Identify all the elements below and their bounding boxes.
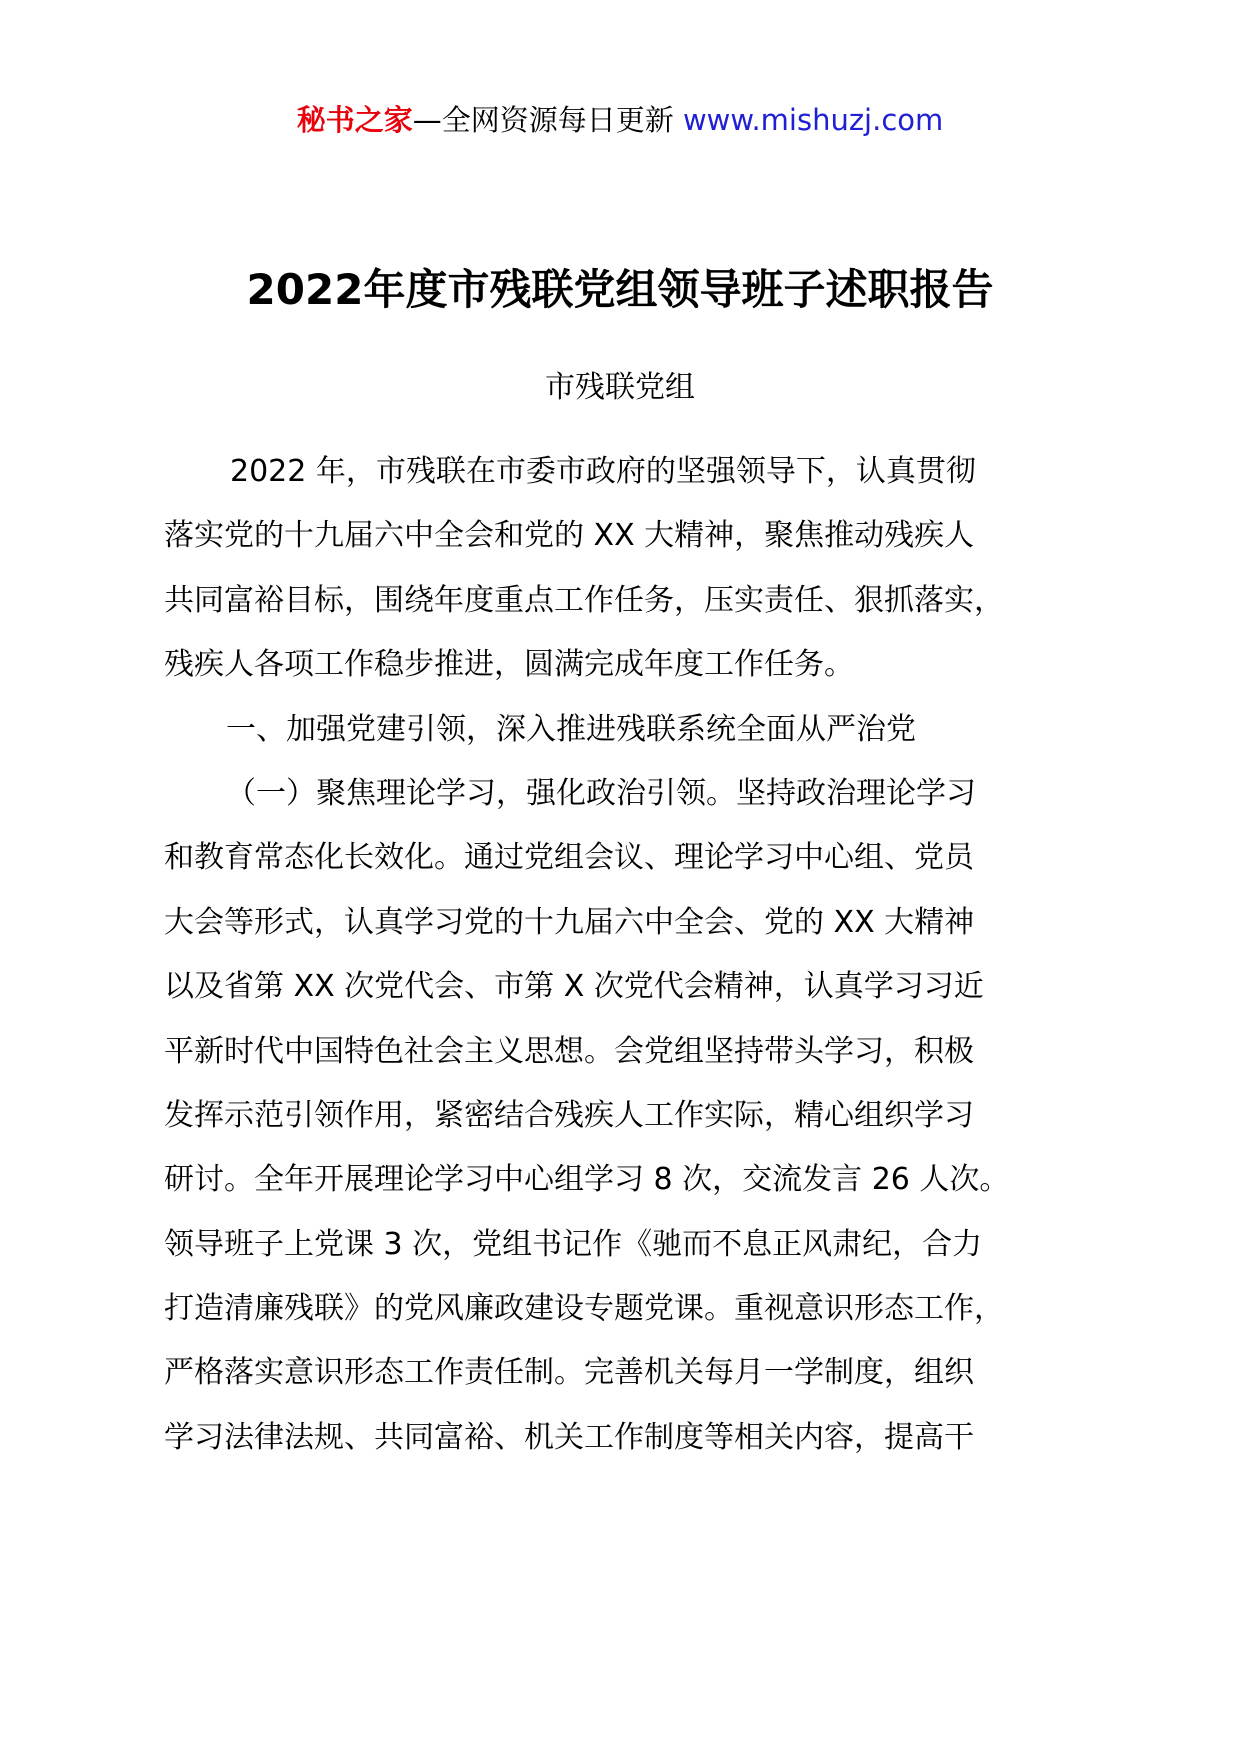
paragraph-line: 落实党的十九届六中全会和党的 XX 大精神，聚焦推动残疾人 (164, 518, 975, 554)
section-heading: 一、加强党建引领，深入推进残联系统全面从严治党 (226, 711, 916, 747)
paragraph-line: 大会等形式，认真学习党的十九届六中全会、党的 XX 大精神 (164, 904, 975, 940)
document-title: 2022年度市残联党组领导班子述职报告 (246, 265, 994, 314)
document-body (164, 440, 1114, 1470)
paragraph-line: 残疾人各项工作稳步推进，圆满完成年度工作任务。 (164, 647, 854, 683)
site-url-link[interactable]: www.mishuzj.com (682, 103, 944, 137)
paragraph-line: 研讨。全年开展理论学习中心组学习 8 次，交流发言 26 人次。 (164, 1162, 1010, 1198)
paragraph-line: 打造清廉残联》的党风廉政建设专题党课。重视意识形态工作， (164, 1291, 1004, 1327)
paragraph-line: 和教育常态化长效化。通过党组会议、理论学习中心组、党员 (164, 840, 974, 876)
paragraph-line: 平新时代中国特色社会主义思想。会党组坚持带头学习，积极 (164, 1033, 974, 1069)
paragraph-line: 发挥示范引领作用，紧密结合残疾人工作实际，精心组织学习 (164, 1097, 974, 1133)
document-author: 市残联党组 (545, 370, 695, 405)
paragraph-line: 学习法律法规、共同富裕、机关工作制度等相关内容，提高干 (164, 1419, 974, 1455)
brand-name: 秘书之家 (296, 103, 413, 137)
paragraph-line: 共同富裕目标，围绕年度重点工作任务，压实责任、狠抓落实， (164, 582, 1004, 618)
paragraph-line: 领导班子上党课 3 次，党组书记作《驰而不息正风肃纪，合力 (164, 1226, 983, 1262)
paragraph-line: 以及省第 XX 次党代会、市第 X 次党代会精神，认真学习习近 (164, 969, 984, 1005)
site-header (0, 100, 1240, 140)
header-tagline: —全网资源每日更新 (412, 103, 674, 137)
paragraph-line: 严格落实意识形态工作责任制。完善机关每月一学制度，组织 (164, 1355, 974, 1391)
paragraph-line: （一）聚焦理论学习，强化政治引领。坚持政治理论学习 (226, 775, 976, 811)
paragraph-line: 2022 年，市残联在市委市政府的坚强领导下，认真贯彻 (230, 454, 976, 489)
